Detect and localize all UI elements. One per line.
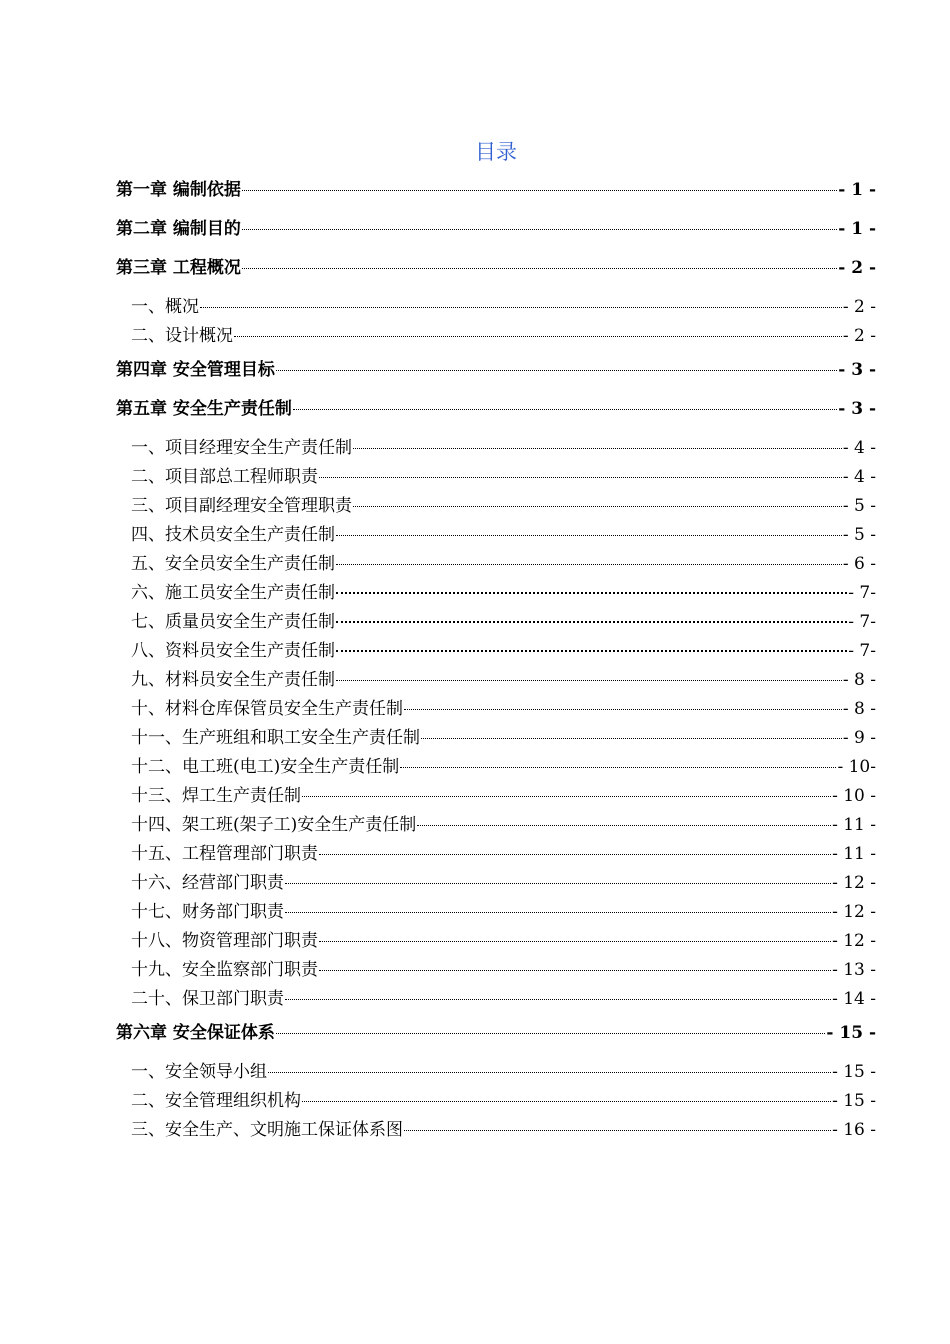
toc-page-number: - 7- (848, 612, 876, 632)
toc-entry-label: 五、安全员安全生产责任制 (131, 554, 335, 574)
toc-page-number: - 10 - (832, 786, 876, 806)
toc-entry-label: 九、材料员安全生产责任制 (131, 670, 335, 690)
toc-page-number: - 1 - (838, 219, 876, 239)
dot-leader (242, 267, 837, 269)
toc-entry-label: 十八、物资管理部门职责 (131, 931, 318, 951)
toc-section-entry[interactable] (116, 724, 876, 753)
toc-entry-label: 第二章 编制目的 (116, 219, 241, 239)
toc-page-number: - 5 - (842, 496, 876, 516)
toc-section-entry[interactable] (116, 550, 876, 579)
toc-section-entry[interactable] (116, 927, 876, 956)
toc-page-number: - 16 - (832, 1120, 876, 1140)
toc-entry-label: 十、材料仓库保管员安全生产责任制 (131, 699, 403, 719)
toc-entry-label: 十九、安全监察部门职责 (131, 960, 318, 980)
toc-entry-label: 二、设计概况 (131, 326, 233, 346)
toc-entry-label: 三、安全生产、文明施工保证体系图 (131, 1120, 403, 1140)
dot-leader (336, 563, 842, 565)
toc-page-number: - 4 - (842, 438, 876, 458)
toc-section-entry[interactable] (116, 753, 876, 782)
toc-page-number: - 7- (848, 641, 876, 661)
toc-chapter-entry[interactable] (116, 356, 876, 395)
dot-leader (336, 620, 847, 623)
dot-leader (268, 1071, 831, 1073)
dot-leader (319, 853, 831, 855)
toc-page-number: - 12 - (832, 902, 876, 922)
dot-leader (285, 998, 831, 1000)
toc-entry-label: 十四、架工班(架子工)安全生产责任制 (131, 815, 417, 835)
toc-page-number: - 10- (837, 757, 876, 777)
toc-entry-label: 第一章 编制依据 (116, 180, 241, 200)
dot-leader (200, 306, 842, 308)
toc-section-entry[interactable] (116, 608, 876, 637)
toc-section-entry[interactable] (116, 666, 876, 695)
dot-leader (353, 505, 842, 507)
toc-entry-label: 一、项目经理安全生产责任制 (131, 438, 352, 458)
toc-page-number: - 11 - (832, 844, 876, 864)
dot-leader (404, 1129, 831, 1131)
toc-entry-label: 八、资料员安全生产责任制 (131, 641, 335, 661)
toc-entry-label: 第六章 安全保证体系 (116, 1023, 275, 1043)
toc-section-entry[interactable] (116, 811, 876, 840)
toc-page-number: - 15 - (832, 1091, 876, 1111)
toc-entry-label: 二、项目部总工程师职责 (131, 467, 318, 487)
toc-entry-label: 二十、保卫部门职责 (131, 989, 284, 1009)
dot-leader (336, 591, 847, 594)
dot-leader (293, 408, 837, 410)
toc-page-number: - 15 - (832, 1062, 876, 1082)
dot-leader (336, 534, 842, 536)
toc-page-number: - 8 - (842, 699, 876, 719)
toc-entry-label: 四、技术员安全生产责任制 (131, 525, 335, 545)
dot-leader (302, 1100, 831, 1102)
toc-entry-label: 第五章 安全生产责任制 (116, 399, 292, 419)
dot-leader (319, 940, 831, 942)
toc-entry-label: 一、安全领导小组 (131, 1062, 267, 1082)
toc-chapter-entry[interactable] (116, 254, 876, 293)
toc-page-number: - 14 - (832, 989, 876, 1009)
toc-page-number: - 2 - (838, 258, 876, 278)
toc-entry-label: 十七、财务部门职责 (131, 902, 284, 922)
dot-leader (242, 228, 837, 230)
dot-leader (417, 824, 831, 826)
dot-leader (285, 911, 831, 913)
dot-leader (285, 882, 831, 884)
toc-page-number: - 5 - (842, 525, 876, 545)
toc-section-entry[interactable] (116, 1116, 876, 1145)
toc-page-number: - 6 - (842, 554, 876, 574)
dot-leader (234, 335, 842, 337)
toc-section-entry[interactable] (116, 840, 876, 869)
toc-page-number: - 9 - (842, 728, 876, 748)
dot-leader (242, 189, 837, 191)
toc-chapter-entry[interactable] (116, 176, 876, 215)
dot-leader (276, 1032, 825, 1034)
dot-leader (336, 649, 847, 652)
toc-entry-label: 第三章 工程概况 (116, 258, 241, 278)
toc-page-number: - 3 - (838, 360, 876, 380)
toc-page-number: - 2 - (842, 326, 876, 346)
dot-leader (302, 795, 831, 797)
toc-page-number: - 1 - (838, 180, 876, 200)
dot-leader (400, 766, 836, 768)
toc-section-entry[interactable] (116, 985, 876, 1014)
toc-section-entry[interactable] (116, 637, 876, 666)
dot-leader (276, 369, 837, 371)
toc-section-entry[interactable] (116, 322, 876, 351)
toc-page-number: - 15 - (826, 1023, 876, 1043)
toc-section-entry[interactable] (116, 695, 876, 724)
toc-page-number: - 3 - (838, 399, 876, 419)
toc-entry-label: 六、施工员安全生产责任制 (131, 583, 335, 603)
toc-section-entry[interactable] (116, 492, 876, 521)
toc-section-entry[interactable] (116, 898, 876, 927)
toc-section-entry[interactable] (116, 521, 876, 550)
toc-page-number: - 4 - (842, 467, 876, 487)
toc-entry-label: 一、概况 (131, 297, 199, 317)
toc-chapter-entry[interactable] (116, 215, 876, 254)
toc-page-number: - 12 - (832, 873, 876, 893)
toc-page-number: - 13 - (832, 960, 876, 980)
toc-entry-label: 七、质量员安全生产责任制 (131, 612, 335, 632)
toc-entry-label: 十二、电工班(电工)安全生产责任制 (131, 757, 400, 777)
toc-entry-label: 十一、生产班组和职工安全生产责任制 (131, 728, 420, 748)
toc-section-entry[interactable] (116, 869, 876, 898)
toc-section-entry[interactable] (116, 463, 876, 492)
toc-entry-label: 第四章 安全管理目标 (116, 360, 275, 380)
toc-title: 目录 (475, 140, 517, 164)
table-of-contents (116, 176, 876, 1145)
toc-section-entry[interactable] (116, 293, 876, 322)
toc-page-number: - 2 - (842, 297, 876, 317)
toc-page-number: - 8 - (842, 670, 876, 690)
dot-leader (421, 737, 842, 739)
toc-entry-label: 十六、经营部门职责 (131, 873, 284, 893)
dot-leader (319, 969, 831, 971)
dot-leader (336, 679, 842, 681)
toc-chapter-entry[interactable] (116, 1019, 876, 1058)
dot-leader (319, 476, 842, 478)
toc-entry-label: 二、安全管理组织机构 (131, 1091, 301, 1111)
dot-leader (353, 447, 842, 449)
toc-page-number: - 7- (848, 583, 876, 603)
toc-section-entry[interactable] (116, 1058, 876, 1087)
dot-leader (404, 708, 842, 710)
toc-entry-label: 十三、焊工生产责任制 (131, 786, 301, 806)
toc-section-entry[interactable] (116, 434, 876, 463)
toc-section-entry[interactable] (116, 1087, 876, 1116)
toc-page-number: - 12 - (832, 931, 876, 951)
toc-entry-label: 三、项目副经理安全管理职责 (131, 496, 352, 516)
toc-section-entry[interactable] (116, 956, 876, 985)
toc-section-entry[interactable] (116, 579, 876, 608)
toc-page-number: - 11 - (832, 815, 876, 835)
toc-chapter-entry[interactable] (116, 395, 876, 434)
toc-entry-label: 十五、工程管理部门职责 (131, 844, 318, 864)
toc-section-entry[interactable] (116, 782, 876, 811)
